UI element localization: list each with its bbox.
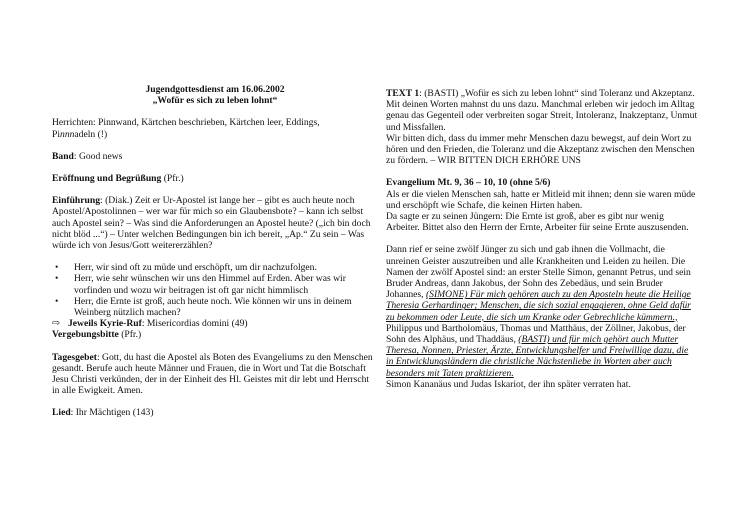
apostles-paragraph [386, 244, 698, 390]
band-text: : Good news [73, 150, 123, 162]
left-column [52, 84, 378, 419]
opening-text: (Pfr.) [161, 173, 184, 185]
document-subtitle: „Wofür es sich zu leben lohnt“ [152, 95, 278, 107]
bullet-icon: • [55, 295, 59, 307]
kyrie-line [52, 318, 378, 329]
right-column [386, 88, 698, 390]
apostles-text-1: Dann rief er seine zwölf Jünger zu sich und gab ihnen die Vollmacht, die unreinen Geister auszutreiben und alle Krankheiten und Leiden zu heilen. Die Namen der zwölf Apostel sind: an erster Stelle Simon, genannt Petrus, und sein Bruder Andreas, dann Jakobus, der Sohn des Zebedäus, und sein Bruder Johannes, [386, 244, 691, 301]
preparation-text-italic: nnn [60, 128, 75, 140]
text1-label: TEXT 1 [386, 88, 420, 99]
bullet-text: Herr, wie sehr wünschen wir uns den Himmel auf Erden. Aber was wir vorfinden und wozu wir beitragen ist oft gar nicht himmlisch [74, 273, 346, 296]
text1-paragraph [386, 88, 698, 133]
introduction-paragraph [52, 195, 378, 251]
band-label: Band [52, 150, 74, 162]
band-line [52, 151, 378, 162]
bullet-text: Herr, die Ernte ist groß, auch heute noch. Wie können wir uns in deinem Weinberg nützlich machen? [74, 295, 352, 319]
preparation-text-pi: Pi [52, 128, 61, 140]
preparation-list [52, 117, 378, 139]
list-item [52, 273, 378, 295]
opening-line [52, 173, 378, 184]
apostles-text-2: Philippus und Bartholomäus, Thomas und Matthäus, der Zöllner, Jakobus, der Sohn des Alphäus, und Thaddäus, [386, 322, 686, 346]
opening-label: Eröffnung und Begrüßung [52, 173, 162, 185]
kyrie-bullet-list [52, 262, 378, 318]
arrow-right-icon: ⇨ [52, 318, 61, 330]
forgiveness-label: Vergebungsbitte [52, 329, 119, 341]
bullet-icon: • [55, 273, 59, 285]
document-title: Jugendgottesdienst am 16.06.2002 [145, 84, 285, 95]
list-item [52, 262, 378, 273]
bullet-text: Herr, wir sind oft zu müde und erschöpft, um dir nachzufolgen. [74, 262, 317, 274]
simone-insert: (SIMONE) Für mich gehören auch zu den Aposteln heute die Heilige Theresia Gerhardinger; Menschen, die sich sozial engagieren, ohne Geld dafür zu bekommen oder Leute, die sich um Kranke oder Gebrechliche kümmern., [386, 289, 691, 323]
song-label: Lied [52, 407, 71, 419]
preparation-text-rest: adeln (!) [74, 128, 108, 140]
text1-petition: Wir bitten dich, dass du immer mehr Menschen dazu bewegst, auf dein Wort zu hören und den Frieden, die Toleranz und die Akzeptanz zwischen den Menschen zu fördern. – WIR BITTEN DICH ERHÖRE UNS [386, 132, 695, 167]
introduction-text: : (Diak.) Zeit er Ur-Apostel ist lange her – gibt es auch heute noch Apostel/Apostolinnen – wer war für mich so ein Glaubensbote? – kann ich selbst auch Apostel sein? – Was sind die Anforderungen an Apostel heute? („ich bin doch nicht blöd ...“) – Unter welchen Bedingungen bin ich bereit, „Ap.“ Zu sein – Was würde ich von Jesus/Gott weitererzählen? [52, 195, 371, 252]
forgiveness-text: (Pfr.) [118, 329, 142, 341]
forgiveness-line [52, 329, 378, 340]
song-text: : Ihr Mächtigen (143) [70, 407, 154, 419]
song-line [52, 407, 378, 418]
list-item [52, 296, 378, 318]
collect-text: : Gott, du hast die Apostel als Boten des Evangeliums zu den Menschen gesandt. Berufe auch heute Männer und Frauen, die in Wort und Tat die Botschaft Jesu Christi verkünden, der in der Einheit des Hl. Geistes mit dir lebt und Herrscht in alle Ewigkeit. Amen. [52, 351, 373, 397]
preparation-text: Herrichten: Pinnwand, Kärtchen beschrieben, Kärtchen leer, Eddings, [52, 117, 320, 129]
gospel-text: Als er die vielen Menschen sah, hatte er Mitleid mit ihnen; denn sie waren müde und erschöpft wie Schafe, die keinen Hirten haben. [386, 188, 696, 211]
kyrie-label: Jeweils Kyrie-Ruf [68, 318, 142, 330]
bullet-icon: • [55, 262, 59, 274]
basti-insert: (BASTI) und für mich gehört auch Mutter Theresa, Nonnen, Priester, Ärzte, Entwicklungshelfer und Freiwillige dazu, die in Entwicklungsländern die christliche Nächstenliebe in Worten aber auch besonders mit Taten praktizieren. [386, 334, 689, 379]
gospel-text-2: Da sagte er zu seinen Jüngern: Die Ernte ist groß, aber es gibt nur wenig Arbeiter. Bittet also den Herrn der Ernte, Arbeiter für seine Ernte auszusenden. [386, 211, 689, 234]
text1-text: : (BASTI) „Wofür es sich zu leben lohnt“ sind Toleranz und Akzeptanz. Mit deinen Worten mahnst du uns dazu. Manchmal erleben wir jedoch im Alltag genau das Gegenteil oder verbreiten sogar Streit, Intoleranz, Inakzeptanz, Unmut und Missfallen. [386, 88, 698, 133]
gospel-heading: Evangelium Mt. 9, 36 – 10, 10 (ohne 5/6) [386, 177, 551, 189]
collect-label: Tagesgebet [52, 351, 97, 363]
introduction-label: Einführung [52, 195, 100, 207]
collect-prayer [52, 352, 378, 397]
kyrie-text: : Misericordias domini (49) [141, 318, 248, 330]
apostles-text-3: Simon Kananäus und Judas Iskariot, der ihn später verraten hat. [386, 378, 631, 390]
